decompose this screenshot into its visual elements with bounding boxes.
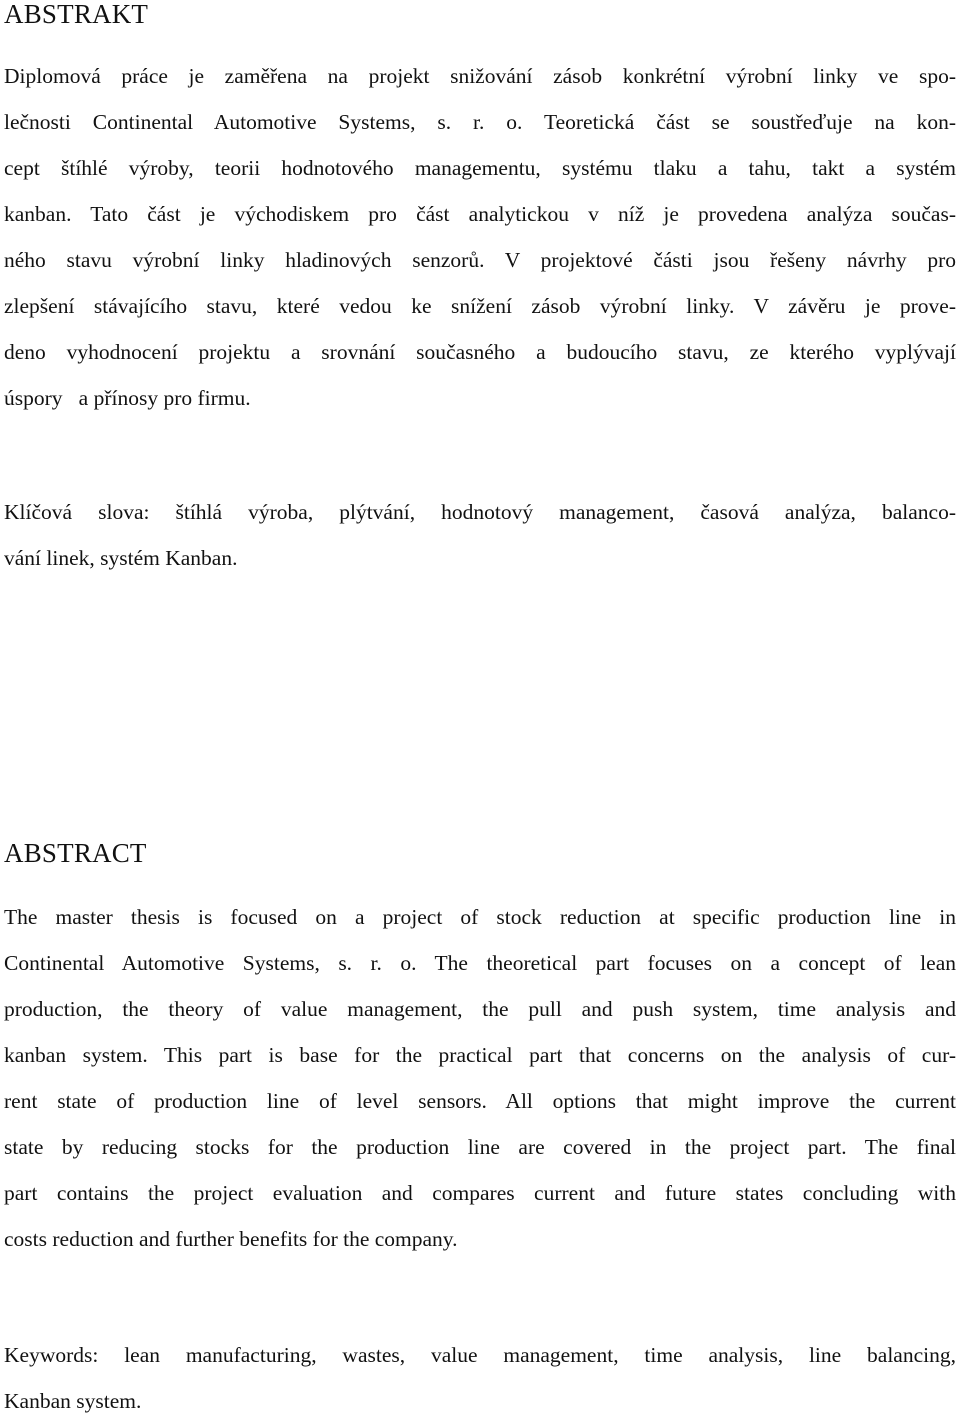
abstract-line: úspory a přínosy pro firmu. bbox=[4, 386, 251, 410]
abstract-line: kanban system. This part is base for the practical part that concerns on the analysis of cur- bbox=[4, 1043, 956, 1067]
keywords-line: Keywords: lean manufacturing, wastes, value management, time analysis, line balancing, bbox=[4, 1343, 956, 1367]
abstract-paragraph-czech bbox=[4, 53, 956, 421]
abstract-heading-czech: ABSTRAKT bbox=[4, 0, 149, 29]
keywords-paragraph-czech bbox=[4, 489, 956, 581]
abstract-line: cept štíhlé výroby, teorii hodnotového managementu, systému tlaku a tahu, takt a systém bbox=[4, 156, 956, 180]
abstract-line: Diplomová práce je zaměřena na projekt snižování zásob konkrétní výrobní linky ve spo- bbox=[4, 64, 956, 88]
keywords-line: Klíčová slova: štíhlá výroba, plýtvání, hodnotový management, časová analýza, balanco- bbox=[4, 500, 956, 524]
abstract-line: state by reducing stocks for the production line are covered in the project part. The final bbox=[4, 1135, 956, 1159]
keywords-paragraph-english bbox=[4, 1332, 956, 1424]
keywords-line: vání linek, systém Kanban. bbox=[4, 546, 238, 570]
abstract-line: The master thesis is focused on a project of stock reduction at specific production line in bbox=[4, 905, 956, 929]
abstract-heading-english: ABSTRACT bbox=[4, 838, 147, 868]
abstract-line: deno vyhodnocení projektu a srovnání současného a budoucího stavu, ze kterého vyplývají bbox=[4, 340, 956, 364]
abstract-line: lečnosti Continental Automotive Systems, s. r. o. Teoretická část se soustřeďuje na kon- bbox=[4, 110, 956, 134]
abstract-line: part contains the project evaluation and compares current and future states concluding with bbox=[4, 1181, 956, 1205]
abstract-paragraph-english bbox=[4, 894, 956, 1262]
abstract-line: production, the theory of value management, the pull and push system, time analysis and bbox=[4, 997, 956, 1021]
abstract-line: kanban. Tato část je východiskem pro část analytickou v níž je provedena analýza součas- bbox=[4, 202, 956, 226]
abstract-line: Continental Automotive Systems, s. r. o. The theoretical part focuses on a concept of lean bbox=[4, 951, 956, 975]
keywords-line: Kanban system. bbox=[4, 1389, 142, 1413]
abstract-line: ného stavu výrobní linky hladinových senzorů. V projektové části jsou řešeny návrhy pro bbox=[4, 248, 956, 272]
abstract-line: costs reduction and further benefits for the company. bbox=[4, 1227, 458, 1251]
abstract-line: zlepšení stávajícího stavu, které vedou ke snížení zásob výrobní linky. V závěru je prove- bbox=[4, 294, 956, 318]
abstract-line: rent state of production line of level sensors. All options that might improve the current bbox=[4, 1089, 956, 1113]
